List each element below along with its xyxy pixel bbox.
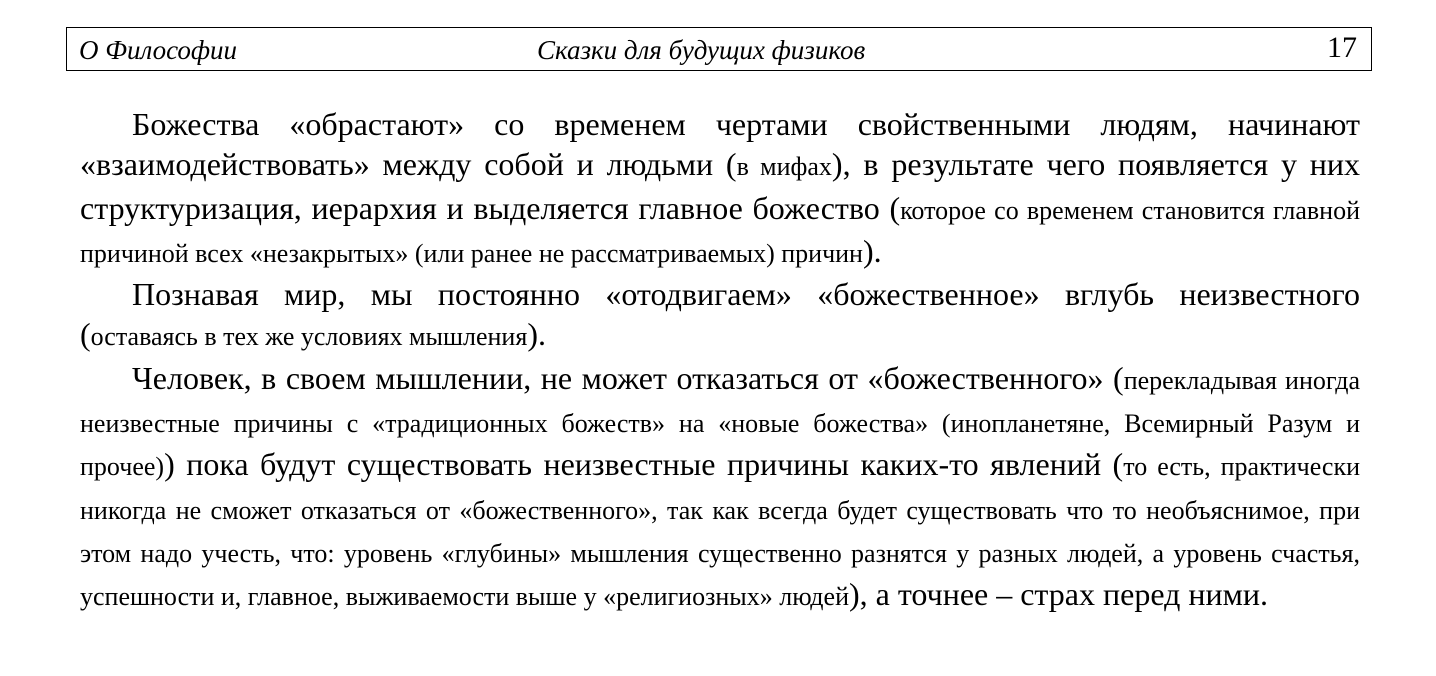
paragraph-3-aside-b: перекладывая иногда неизвестные причины с «традиционных божеств» на «новые божества» (инопланетяне, Всемирный Разум и прочее) [80,365,1360,482]
paragraph-1 [80,104,1360,274]
header-section-title: О Философии [79,35,238,65]
running-header [66,27,1372,71]
paragraph-1-text-e: ). [862,232,882,269]
paragraph-1-text-c: ), в результате чего появляется у них структуризация, иерархия и выделяется главное божество ( [80,146,1361,226]
paragraph-2-aside-b: оставаясь в тех же условиях мышления [90,322,528,352]
paragraph-3 [80,358,1360,618]
paragraph-3-text-c: ) пока будут существовать неизвестные причины каких-то явлений ( [164,446,1124,483]
paragraph-2 [80,274,1360,358]
paragraph-2-text-c: ). [527,316,546,353]
page-number: 17 [1327,31,1357,64]
page-body [80,104,1360,618]
paragraph-1-aside-d: которое со временем становится главной причиной всех «незакрытых» (или ранее не рассматриваемых) причин [80,195,1361,268]
paragraph-1-text-a: Божества «обрастают» со временем чертами свойственными людям, начинают «взаимодействовать» между собой и людьми ( [80,106,1360,183]
paragraph-3-text-a: Человек, в своем мышлении, не может отказаться от «божественного» ( [132,359,1124,396]
paragraph-3-text-e: ), а точнее – страх перед ними. [849,576,1269,613]
paragraph-3-aside-d: то есть, практически никогда не сможет отказаться от «божественного», так как всегда будет существовать что то необъяснимое, при этом надо учесть, что: уровень «глубины» мышления существенно разнятся у разных людей, а уровень счастья, успешности и, главное, выживаемости выше у «религиозных» людей [80,452,1360,612]
header-book-title: Сказки для будущих физиков [537,35,866,65]
paragraph-1-aside-b: в мифах [736,152,832,182]
paragraph-2-text-a: Познавая мир, мы постоянно «отодвигаем» «божественное» вглубь неизвестного ( [80,276,1360,353]
